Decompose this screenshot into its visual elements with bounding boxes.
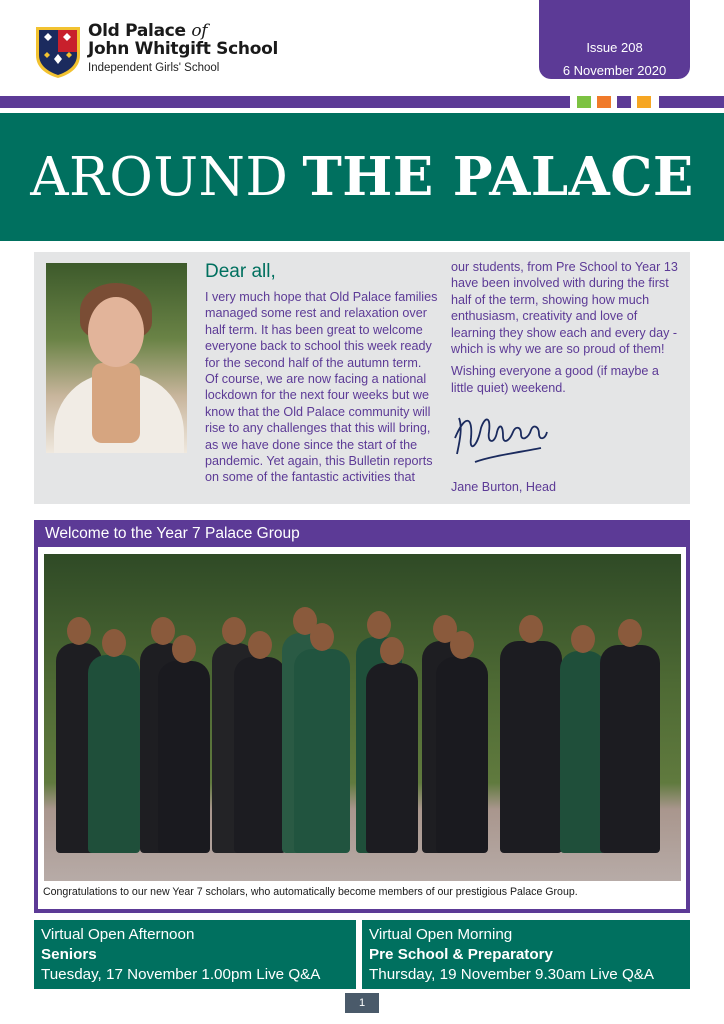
accent-square-yellow [637,96,651,108]
event-title: Virtual Open Afternoon [41,926,195,943]
event-open-afternoon [34,920,356,989]
school-subtitle: Independent Girls' School [88,61,220,74]
accent-square-green [577,96,591,108]
signature-image [451,408,561,468]
group-photo [44,554,681,881]
school-name-line1: Old Palace [88,21,186,41]
event-title: Virtual Open Morning [369,926,513,943]
school-name [88,22,278,74]
school-name-line2: John Whitgift School [88,39,278,60]
accent-square-orange [597,96,611,108]
masthead-bold: THE PALACE [302,146,694,208]
event-open-morning [362,920,690,989]
issue-badge [539,0,690,79]
headteacher-photo [46,263,187,453]
letter-paragraph: our students, from Pre School to Year 13 have been involved with during the first half of the term, showing how much enthusiasm, creativity and love of learning they show each and every day - which is why we are so proud of them! [451,260,678,357]
letter-column-1: I very much hope that Old Palace families managed some rest and relaxation over half term. It has been great to welcome everyone back to school this week ready for the second half of the autumn term. Of course, we are now facing a national lockdown for the next four weeks but we know that the Old Palace community will rise to any challenges that this will bring, as we have done since the start of the pandemic. Yet again, this Bulletin reports on some of the fantastic activities that [205,290,438,485]
event-subtitle: Seniors [41,946,97,963]
year7-article [34,520,690,913]
masthead-light: AROUND [30,146,289,208]
issue-date: 6 November 2020 [562,63,667,78]
head-letter-panel [34,252,690,504]
school-crest-logo [34,25,82,79]
school-name-of: of [191,21,208,41]
masthead-banner [0,113,724,241]
letter-greeting: Dear all, [205,261,276,282]
event-detail: Tuesday, 17 November 1.00pm Live Q&A [41,966,321,983]
event-detail: Thursday, 19 November 9.30am Live Q&A [369,966,655,983]
photo-caption: Congratulations to our new Year 7 scholars, who automatically become members of our prestigious Palace Group. [43,886,578,898]
letter-closing: Wishing everyone a good (if maybe a little quiet) weekend. [451,364,659,395]
event-subtitle: Pre School & Preparatory [369,946,554,963]
page-number: 1 [345,993,379,1013]
issue-number: Issue 208 [586,40,643,55]
article-heading: Welcome to the Year 7 Palace Group [34,520,690,547]
accent-square-purple [617,96,631,108]
letter-signoff: Jane Burton, Head [451,480,557,494]
letter-column-2 [451,259,683,396]
